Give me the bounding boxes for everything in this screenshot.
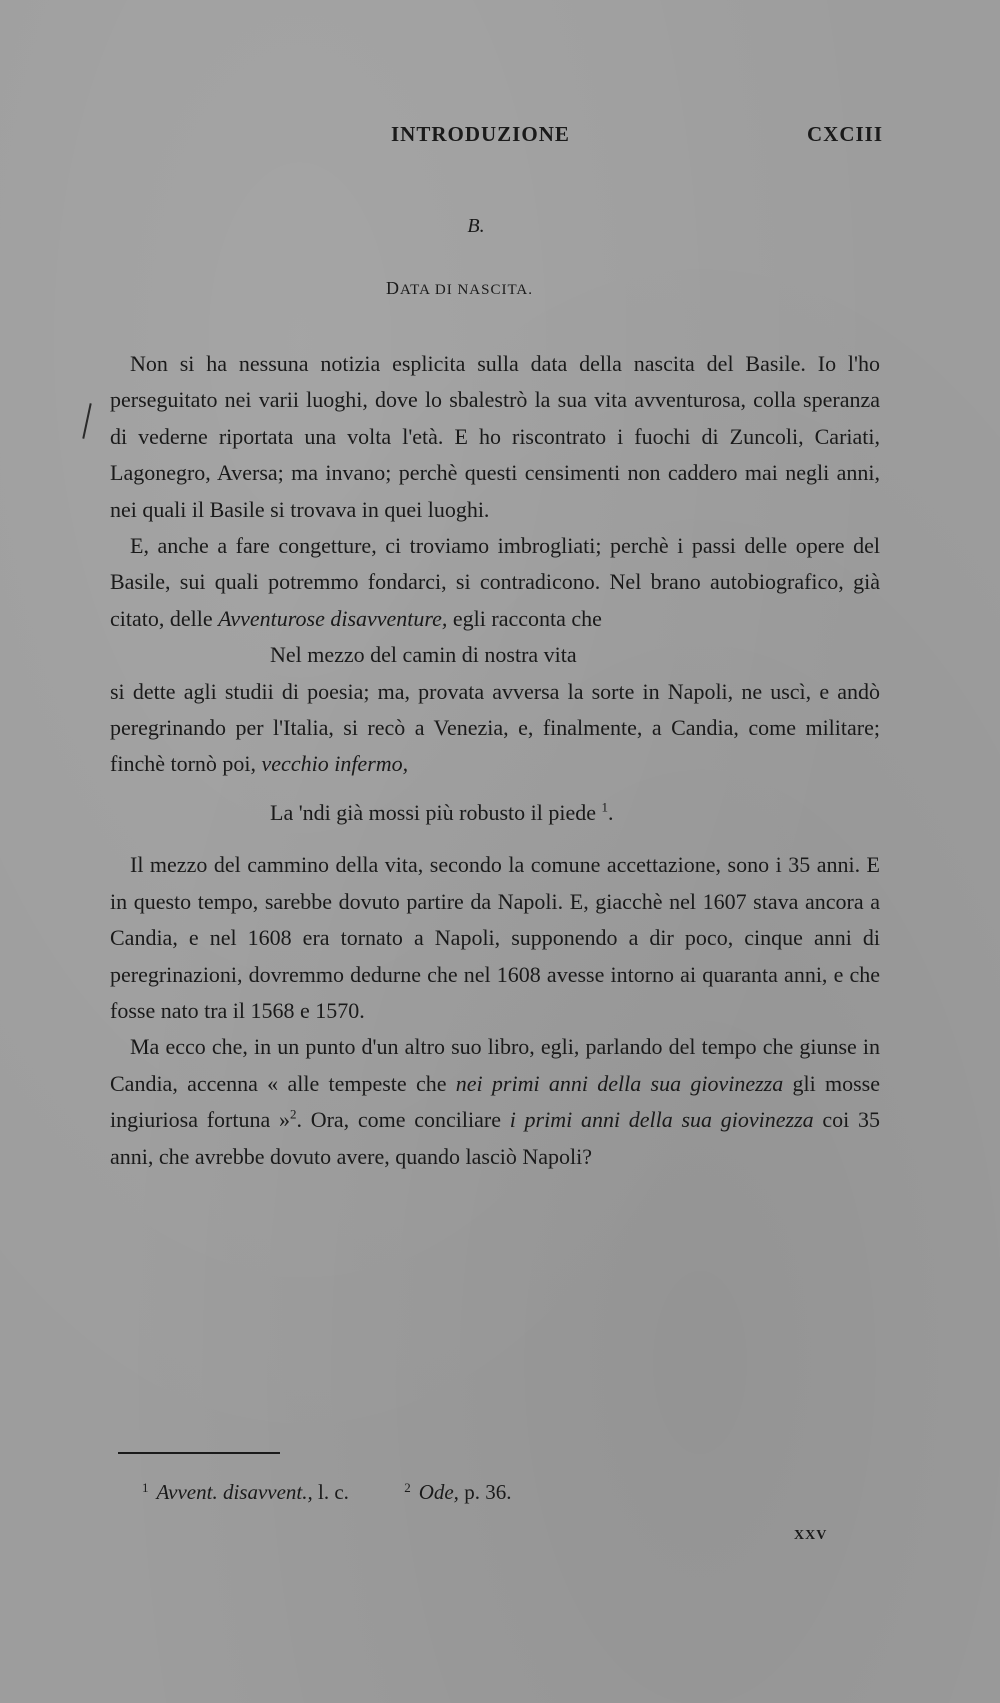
paragraph-5-italic-2: i primi anni della sua giovinezza — [509, 1107, 814, 1133]
margin-pencil-mark — [82, 403, 91, 439]
footnote-1-text: l. c. — [312, 1480, 349, 1504]
paragraph-2-tail: egli racconta che — [452, 605, 602, 631]
section-letter — [0, 215, 1000, 238]
verse-quote-1: Nel mezzo del camin di nostra vita — [270, 642, 577, 668]
running-head: INTRODUZIONE — [391, 122, 570, 146]
paragraph-5-b: gli mosse ingiuriosa fortuna » — [110, 1070, 881, 1133]
footnote-ref-2[interactable]: 2 — [289, 1106, 297, 1122]
footnote-2-text: p. 36. — [458, 1480, 512, 1504]
paragraph-5-a: Ma ecco che, in un punto d'un altro suo libro, egli, parlando del tempo che giunse in Candia, accenna « alle tempeste che — [110, 1034, 880, 1096]
footnote-ref-1[interactable]: 1 — [601, 799, 608, 815]
paragraph-2-text: E, anche a fare congetture, ci troviamo imbrogliati; perchè i passi delle opere del Basile, sui quali potremmo fondarci, si contradicono. Nel brano autobiografico, già citato, delle — [110, 533, 880, 631]
paragraph-2 — [110, 528, 880, 637]
footnote-2-italic: Ode, — [418, 1480, 459, 1504]
printer-signature: XXV — [794, 1528, 828, 1543]
paragraph-1: Non si ha nessuna notizia esplicita sulla data della nascita del Basile. Io l'ho perseguitato nei varii luoghi, dove lo sbalestrò la sua vita avventurosa, colla speranza di vederne riportata una volta l'età. E ho riscontrato i fuochi di Zuncoli, Cariati, Lagonegro, Aversa; ma invano; perchè questi censimenti non caddero mai negli anni, nei quali il Basile si trovava in quei luoghi. — [110, 351, 880, 522]
footnote-1-italic: Avvent. disavvent., — [156, 1480, 313, 1504]
paragraph-4: Il mezzo del cammino della vita, secondo la comune accettazione, sono i 35 anni. E in questo tempo, sarebbe dovuto partire da Napoli. E, giacchè nel 1607 stava ancora a Candia, e nel 1608 era tornato a Napoli, supponendo a dir poco, cinque anni di peregrinazioni, dovremmo dedurne che nel 1608 avesse intorno ai quaranta anni, e che fosse nato tra il 1568 e 1570. — [110, 852, 880, 1023]
section-letter-text: B. — [467, 215, 485, 237]
footnote-2 — [404, 1480, 511, 1505]
paragraph-5-c: . Ora, come conciliare — [296, 1107, 501, 1133]
paragraph-3-text: si dette agli studii di poesia; ma, provata avversa la sorte in Napoli, ne uscì, e andò peregrinando per l'Italia, si recò a Venezia, e, finalmente, a Candia, come militare; finchè tornò poi, — [110, 678, 880, 777]
verse-quote-2-text: La 'ndi già mossi più robusto il piede — [270, 799, 596, 825]
footnote-2-number: 2 — [404, 1480, 411, 1495]
section-title-rest: ATA DI NASCITA. — [400, 282, 534, 298]
paragraph-5 — [110, 1029, 880, 1175]
paragraph-3-italic: vecchio infermo, — [261, 751, 409, 777]
body-text — [110, 346, 880, 1175]
footnotes — [142, 1480, 742, 1505]
footnote-1 — [142, 1480, 349, 1505]
page-number: CXCIII — [806, 122, 883, 146]
section-title — [386, 278, 533, 299]
page-header — [128, 122, 883, 156]
paragraph-5-italic-1: nei primi anni della sua giovinezza — [455, 1070, 784, 1096]
footnote-1-number: 1 — [142, 1480, 149, 1495]
section-title-initial: D — [386, 278, 400, 298]
footnote-rule — [118, 1452, 280, 1454]
paragraph-5-d: coi 35 anni, che avrebbe dovuto avere, quando lasciò Napoli? — [110, 1107, 881, 1169]
paragraph-3 — [110, 674, 880, 783]
paragraph-2-italic: Avventurose disavventure, — [218, 605, 448, 631]
verse-quote-2: La 'ndi già mossi più robusto il piede $^1$. — [270, 799, 614, 825]
